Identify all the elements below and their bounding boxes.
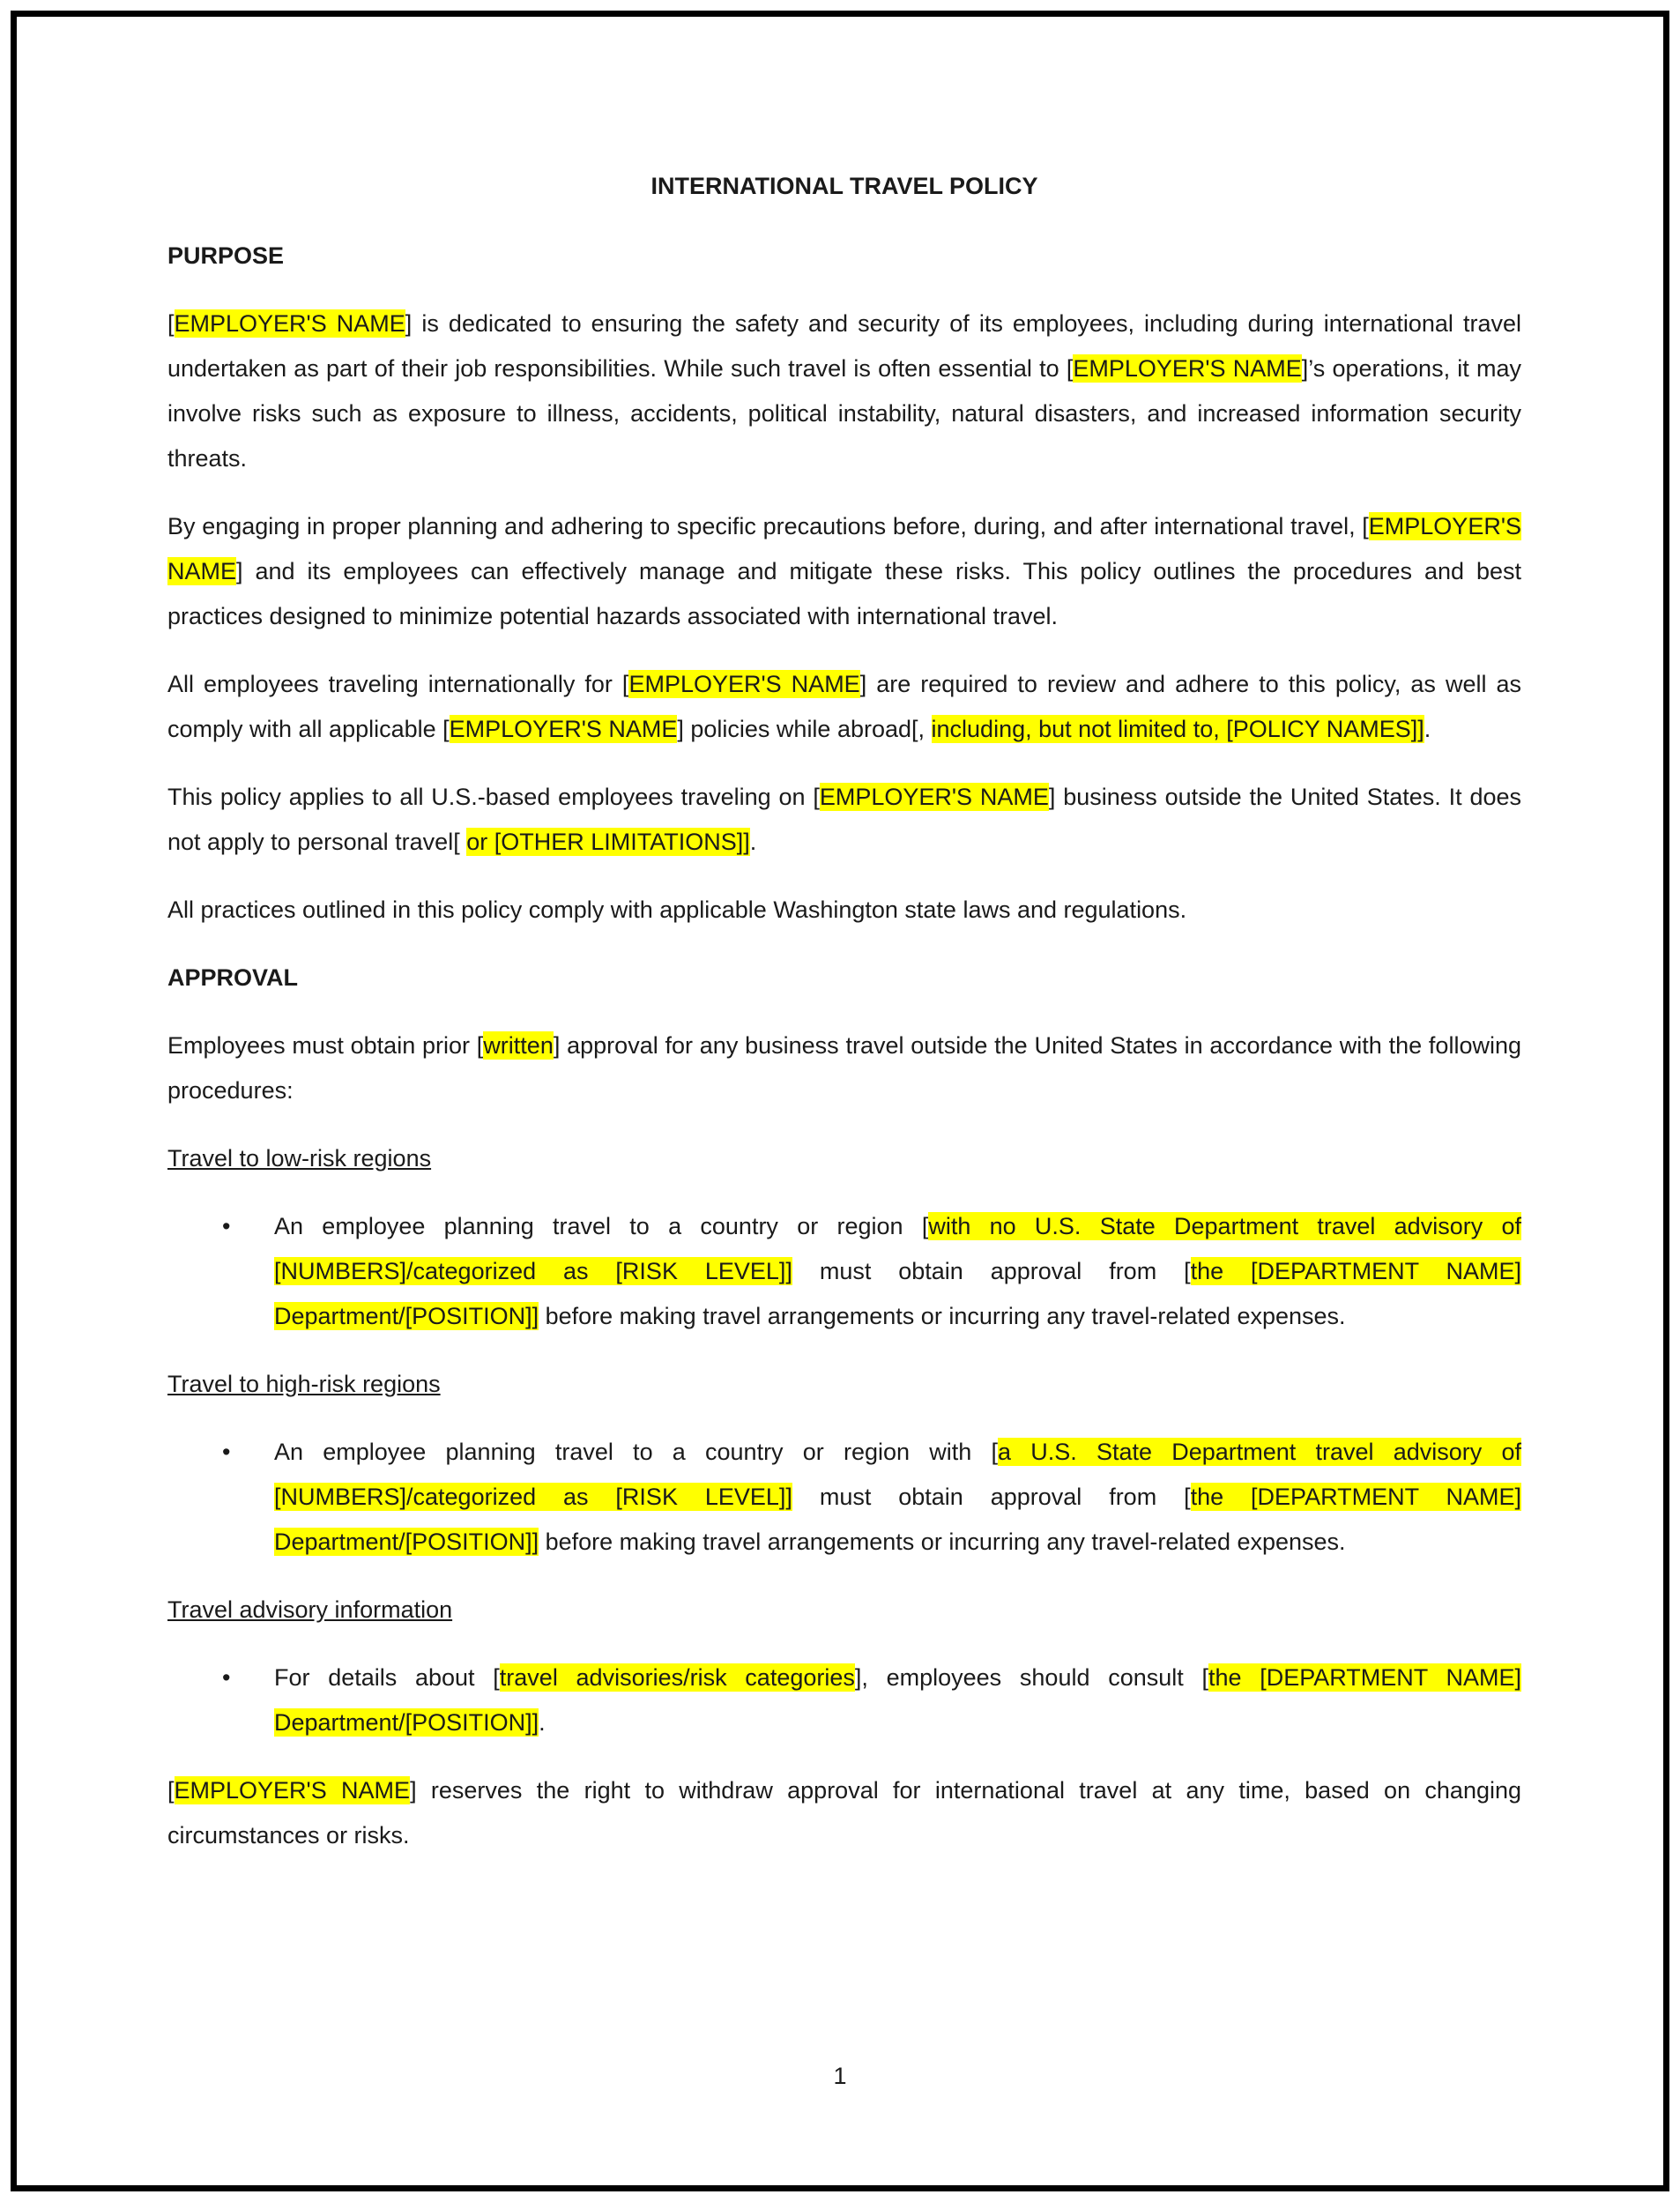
highlighted-placeholder: or [OTHER LIMITATIONS]] [466,829,750,855]
subsection-heading-label: Travel to high-risk regions [167,1371,441,1397]
highlighted-placeholder: written [483,1032,554,1059]
highlighted-placeholder: EMPLOYER'S NAME [449,716,678,742]
highlighted-placeholder: EMPLOYER'S NAME [1073,355,1302,382]
page-number: 1 [833,2063,847,2089]
text-run: All practices outlined in this policy comply with applicable Washington state laws and regulations. [167,896,1187,923]
highlighted-placeholder: the [DEPARTMENT NAME] Department/[POSITION]] [274,1258,1521,1329]
section-heading: PURPOSE [167,242,285,269]
text-run: . [1424,716,1431,742]
paragraph [167,775,1521,865]
text-run: ], employees should consult [ [854,1664,1208,1691]
highlighted-placeholder: EMPLOYER'S NAME [819,784,1049,810]
text-run: All employees traveling internationally for [ [167,671,629,697]
highlighted-placeholder: including, but not limited to, [POLICY NAMES]] [931,716,1424,742]
subsection-heading [167,1588,1521,1633]
paragraph [167,888,1521,933]
highlighted-placeholder: travel advisories/risk categories [499,1664,855,1691]
text-run: An employee planning travel to a country or region [ [274,1213,929,1239]
text-run: . [539,1709,546,1736]
bullet-text [274,1438,1521,1556]
subsection-heading-label: Travel advisory information [167,1596,453,1623]
paragraph [167,662,1521,752]
highlighted-placeholder: EMPLOYER'S NAME [174,310,405,337]
bullet-icon: • [222,1664,231,1691]
highlighted-placeholder: EMPLOYER'S NAME [628,671,860,697]
text-run: An employee planning travel to a country or region with [ [274,1439,998,1465]
highlighted-placeholder: the [DEPARTMENT NAME] Department/[POSITION]] [274,1484,1521,1555]
subsection-heading-label: Travel to low-risk regions [167,1145,432,1172]
text-run: ]’s operations, it may involve risks such as exposure to illness, accidents, political instability, natural disasters, and increased information security threats. [167,355,1521,472]
section-heading: APPROVAL [167,964,299,991]
text-run: [ [167,310,175,337]
text-run: . [749,829,757,855]
text-run: ] business outside the United States. It does not apply to personal travel[ [167,784,1521,855]
text-run: ] are required to review and adhere to this policy, as well as comply with all applicable [ [167,671,1522,742]
paragraph [167,504,1521,639]
text-run: must obtain approval from [ [792,1484,1191,1510]
paragraph [167,1023,1521,1113]
highlighted-placeholder: with no U.S. State Department travel advisory of [NUMBERS]/categorized as [RISK LEVEL]] [274,1213,1521,1284]
highlighted-placeholder: EMPLOYER'S NAME [167,513,1521,584]
text-run: By engaging in proper planning and adhering to specific precautions before, during, and after international travel, [ [167,513,1369,539]
text-run: before making travel arrangements or incurring any travel-related expenses. [539,1303,1346,1329]
text-run: ] and its employees can effectively manage and mitigate these risks. This policy outlines the procedures and best practices designed to minimize potential hazards associated with international travel. [167,558,1521,629]
paragraph [167,1768,1521,1858]
document-content [167,164,1521,1881]
highlighted-placeholder: the [DEPARTMENT NAME] Department/[POSITION]] [274,1664,1522,1736]
text-run: Employees must obtain prior [ [167,1032,484,1059]
text-run: [ [167,1777,175,1804]
bullet-text [274,1212,1521,1330]
text-run: ] reserves the right to withdraw approval for international travel at any time, based on changing circumstances or risks. [167,1777,1522,1849]
text-run: must obtain approval from [ [792,1258,1191,1284]
bullet-text [274,1663,1521,1737]
subsection-heading [167,1136,1521,1181]
bullet-item [167,1655,1521,1745]
document-title: INTERNATIONAL TRAVEL POLICY [650,173,1038,199]
bullet-item [167,1204,1521,1339]
text-run: ] approval for any business travel outside the United States in accordance with the following procedures: [167,1032,1521,1104]
text-run: This policy applies to all U.S.-based employees traveling on [ [167,784,820,810]
bullet-icon: • [222,1439,231,1465]
text-run: ] policies while abroad[, [677,716,932,742]
subsection-heading [167,1362,1521,1407]
highlighted-placeholder: EMPLOYER'S NAME [174,1777,411,1804]
paragraph [167,301,1521,481]
bullet-icon: • [222,1213,231,1239]
text-run: ] is dedicated to ensuring the safety and security of its employees, including during international travel undertaken as part of their job responsibilities. While such travel is often essential to [ [167,310,1521,382]
text-run: For details about [ [274,1664,500,1691]
bullet-item [167,1430,1521,1565]
document-body [167,234,1521,1858]
highlighted-placeholder: a U.S. State Department travel advisory of [NUMBERS]/categorized as [RISK LEVEL]] [274,1439,1521,1510]
text-run: before making travel arrangements or incurring any travel-related expenses. [539,1529,1346,1555]
